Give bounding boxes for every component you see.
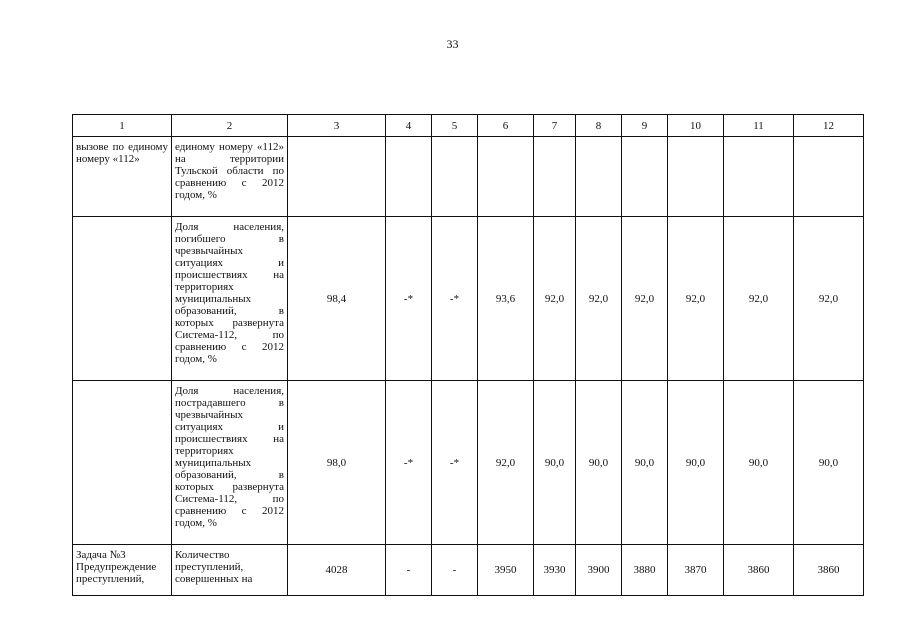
value-cell: 3860 [794, 545, 864, 596]
table-header-row [73, 115, 864, 137]
value-cell: 90,0 [668, 381, 724, 545]
column-number-7: 7 [534, 115, 576, 137]
value-cell: 92,0 [478, 381, 534, 545]
value-cell: -* [386, 381, 432, 545]
column-number-12: 12 [794, 115, 864, 137]
value-cell: 92,0 [576, 217, 622, 381]
value-cell [794, 137, 864, 217]
column-number-10: 10 [668, 115, 724, 137]
value-cell: -* [432, 217, 478, 381]
value-cell: 3870 [668, 545, 724, 596]
value-cell: 3930 [534, 545, 576, 596]
value-cell: 3900 [576, 545, 622, 596]
indicator-table [72, 114, 864, 596]
indicator-cell: Доля населения, погибшего в чрезвычайных ситуациях и происшествиях на территориях муниципальных образований, в которых развернута Система-112, по сравнению с 2012 годом, % [172, 217, 288, 381]
value-cell: 90,0 [794, 381, 864, 545]
value-cell: 92,0 [534, 217, 576, 381]
column-number-2: 2 [172, 115, 288, 137]
value-cell: 90,0 [622, 381, 668, 545]
column-number-8: 8 [576, 115, 622, 137]
value-cell: 90,0 [534, 381, 576, 545]
value-cell [668, 137, 724, 217]
indicator-cell: единому номеру «112» на территории Тульской области по сравнению с 2012 годом, % [172, 137, 288, 217]
indicator-cell: Количество преступлений, совершенных на [172, 545, 288, 596]
value-cell: 4028 [288, 545, 386, 596]
table-row [73, 137, 864, 217]
table-row [73, 217, 864, 381]
value-cell [622, 137, 668, 217]
value-cell [534, 137, 576, 217]
column-number-6: 6 [478, 115, 534, 137]
value-cell: 3880 [622, 545, 668, 596]
value-cell [478, 137, 534, 217]
value-cell: 92,0 [622, 217, 668, 381]
table-row [73, 545, 864, 596]
value-cell [576, 137, 622, 217]
value-cell [432, 137, 478, 217]
value-cell [724, 137, 794, 217]
value-cell: 93,6 [478, 217, 534, 381]
value-cell: 3860 [724, 545, 794, 596]
value-cell: 3950 [478, 545, 534, 596]
column-number-1: 1 [73, 115, 172, 137]
value-cell: - [432, 545, 478, 596]
task-cell: вызове по единому номеру «112» [73, 137, 172, 217]
value-cell: -* [432, 381, 478, 545]
value-cell [386, 137, 432, 217]
indicator-cell: Доля населения, пострадавшего в чрезвычайных ситуациях и происшествиях на территориях муниципальных образований, в которых развернута Система-112, по сравнению с 2012 годом, % [172, 381, 288, 545]
column-number-11: 11 [724, 115, 794, 137]
column-number-4: 4 [386, 115, 432, 137]
task-cell [73, 217, 172, 381]
value-cell: - [386, 545, 432, 596]
page-number: 33 [446, 37, 459, 51]
value-cell: 92,0 [724, 217, 794, 381]
value-cell: 98,4 [288, 217, 386, 381]
value-cell: 92,0 [794, 217, 864, 381]
value-cell: 90,0 [576, 381, 622, 545]
column-number-9: 9 [622, 115, 668, 137]
column-number-3: 3 [288, 115, 386, 137]
table-row [73, 381, 864, 545]
value-cell: 92,0 [668, 217, 724, 381]
value-cell [288, 137, 386, 217]
value-cell: 90,0 [724, 381, 794, 545]
column-number-5: 5 [432, 115, 478, 137]
value-cell: -* [386, 217, 432, 381]
value-cell: 98,0 [288, 381, 386, 545]
task-cell [73, 381, 172, 545]
task-cell: Задача №3 Предупреждение преступлений, [73, 545, 172, 596]
